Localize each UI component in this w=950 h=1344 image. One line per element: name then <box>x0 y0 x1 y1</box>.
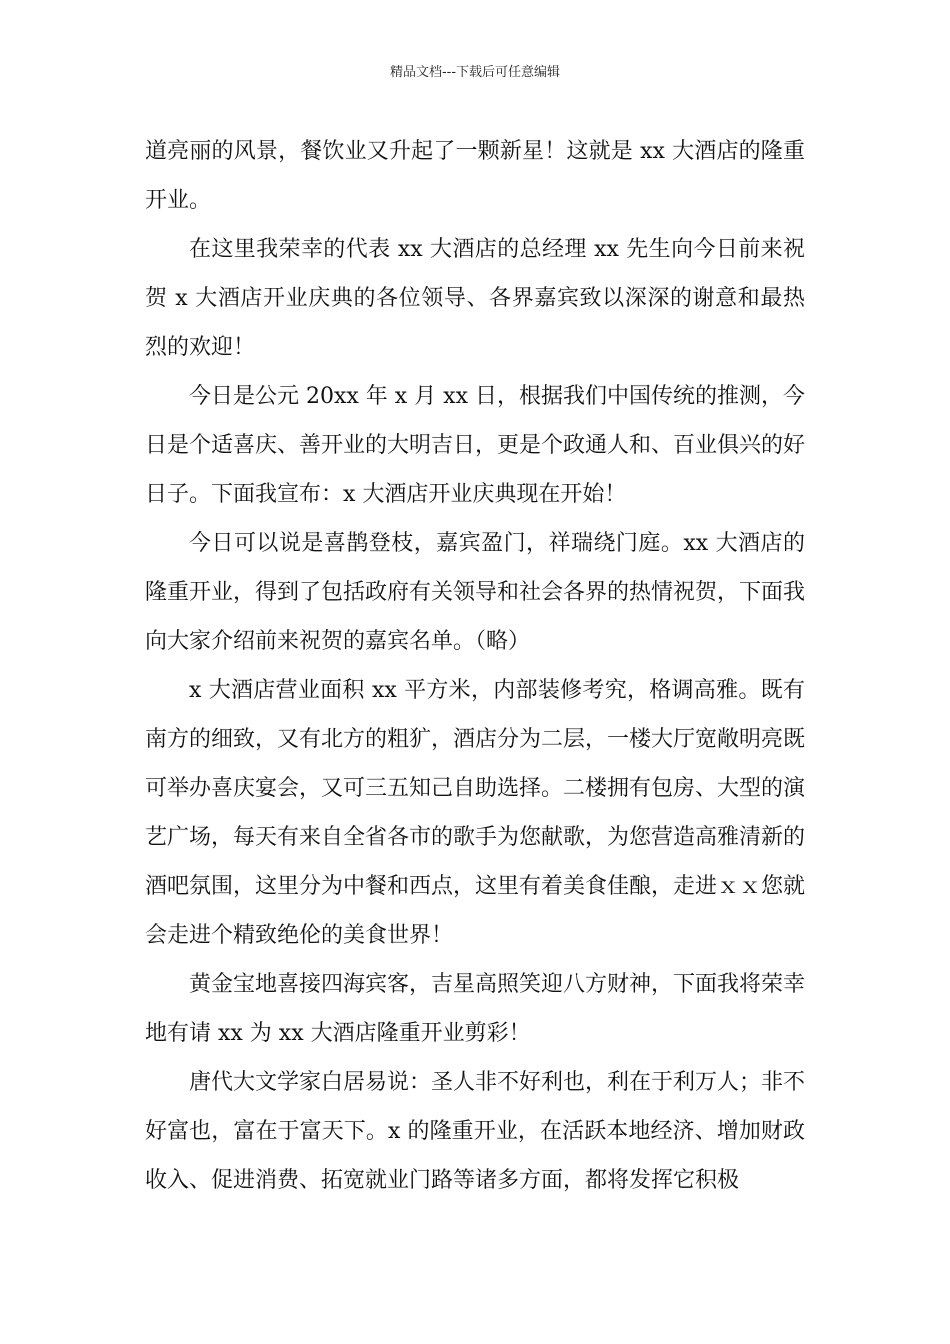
page-header: 精品文档---下载后可任意编辑 <box>389 65 561 80</box>
paragraph-2: 在这里我荣幸的代表 xx 大酒店的总经理 xx 先生向今日前来祝贺 x 大酒店开业庆典的各位领导、各界嘉宾致以深深的谢意和最热烈的欢迎！ <box>145 237 805 360</box>
document-body <box>145 127 805 1205</box>
paragraph-1: 道亮丽的风景，餐饮业又升起了一颗新星！这就是 xx 大酒店的隆重开业。 <box>145 139 805 213</box>
paragraph-6: 黄金宝地喜接四海宾客，吉星高照笑迎八方财神，下面我将荣幸地有请 xx 为 xx 大酒店隆重开业剪彩！ <box>145 972 806 1046</box>
paragraph-5: x 大酒店营业面积 xx 平方米，内部装修考究，格调高雅。既有南方的细致，又有北方的粗犷，酒店分为二层，一楼大厅宽敞明亮既可举办喜庆宴会，又可三五知己自助选择。二楼拥有包房、大型的演艺广场，每天有来自全省各市的歌手为您献歌，为您营造高雅清新的酒吧氛围，这里分为中餐和西点，这里有着美食佳酿，走进ｘｘ您就会走进个精致绝伦的美食世界！ <box>145 678 806 948</box>
paragraph-4: 今日可以说是喜鹊登枝，嘉宾盈门，祥瑞绕门庭。xx 大酒店的隆重开业，得到了包括政府有关领导和社会各界的热情祝贺，下面我向大家介绍前来祝贺的嘉宾名单。（略） <box>145 531 806 654</box>
paragraph-3: 今日是公元 20xx 年 x 月 xx 日，根据我们中国传统的推测，今日是个适喜庆、善开业的大明吉日，更是个政通人和、百业俱兴的好日子。下面我宣布：x 大酒店开业庆典现在开始！ <box>145 384 806 507</box>
paragraph-7: 唐代大文学家白居易说：圣人非不好利也，利在于利万人；非不好富也，富在于富天下。x 的隆重开业，在活跃本地经济、增加财政收入、促进消费、拓宽就业门路等诸多方面，都将发挥它积极 <box>145 1070 806 1193</box>
